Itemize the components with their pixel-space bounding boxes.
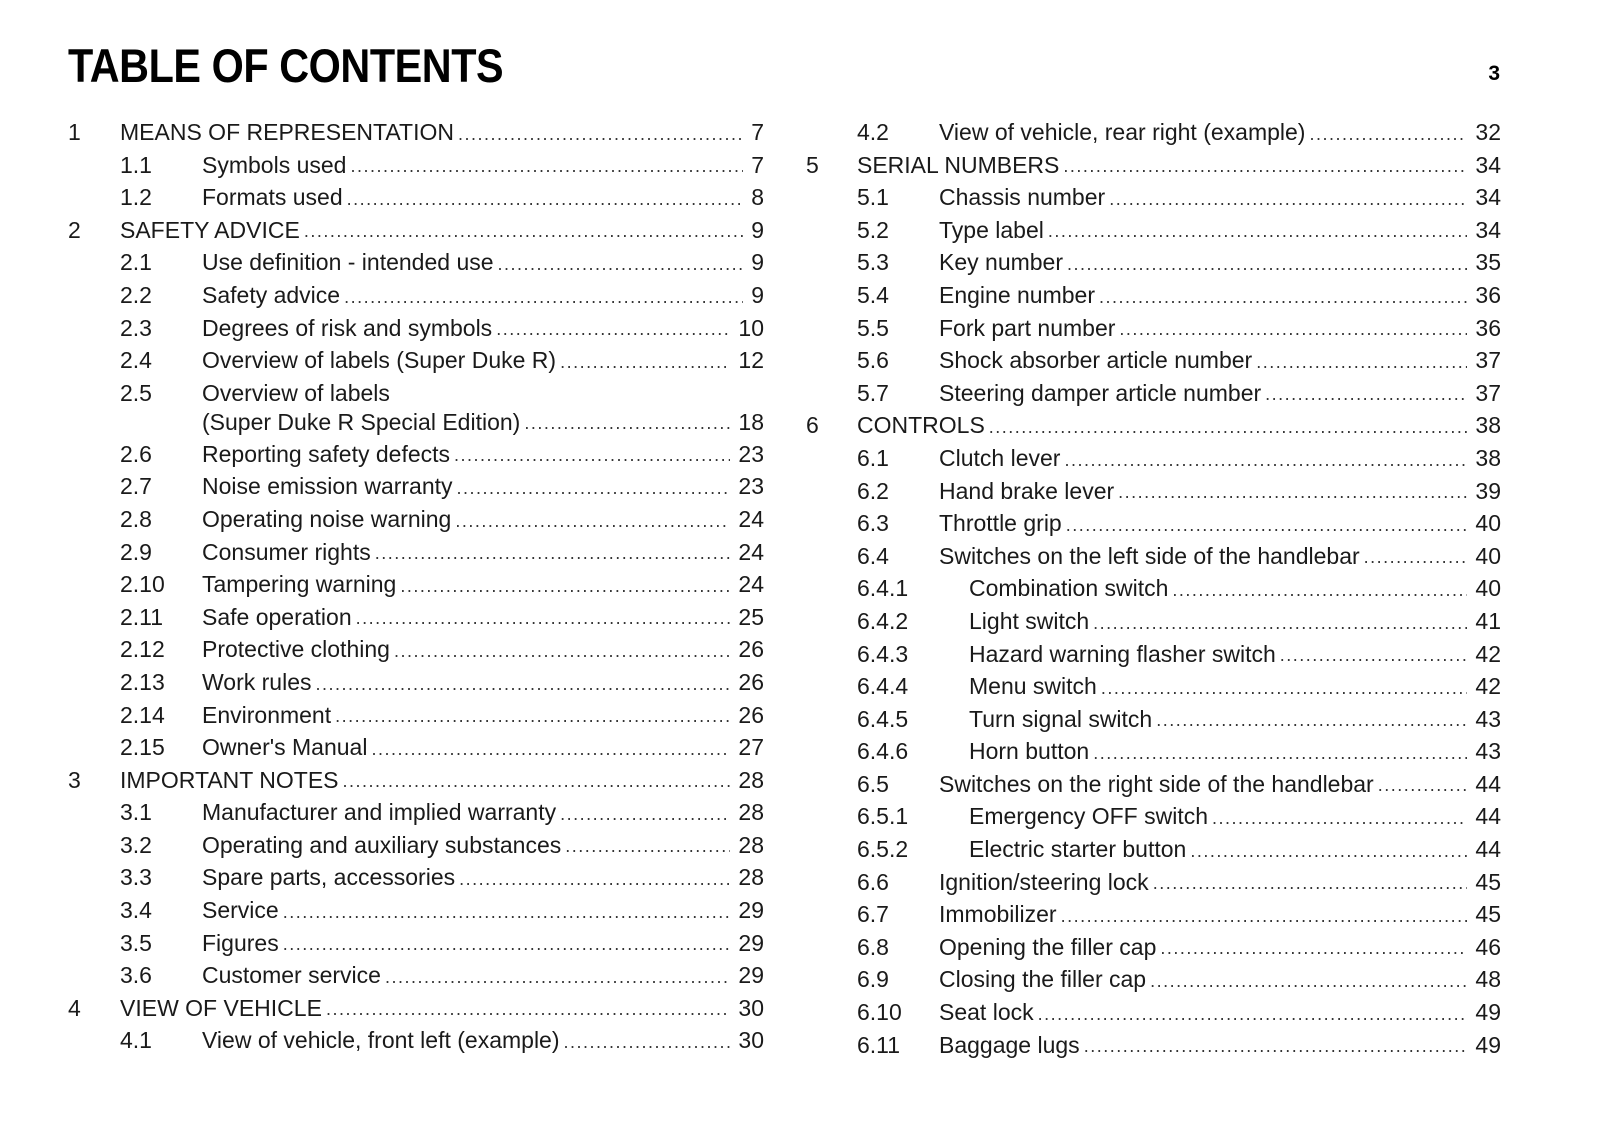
toc-entry[interactable] <box>804 638 1501 671</box>
toc-entry-page: 10 <box>738 314 764 341</box>
dot-leader <box>1190 836 1467 866</box>
toc-entry-number: 3.1 <box>120 799 152 826</box>
toc-entry-number: 6.10 <box>857 999 902 1026</box>
toc-entry-number: 2.14 <box>120 701 165 728</box>
toc-entry-label: Key number <box>939 246 1067 279</box>
dot-leader <box>1364 542 1468 572</box>
dot-leader <box>1118 477 1467 507</box>
toc-entry[interactable] <box>804 442 1501 475</box>
toc-entry[interactable] <box>66 438 764 471</box>
toc-entry-label: Clutch lever <box>939 442 1064 475</box>
dot-leader <box>304 216 743 246</box>
toc-entry[interactable] <box>66 894 764 927</box>
toc-entry-page: 28 <box>738 864 764 891</box>
toc-entry-label: Work rules <box>202 666 316 699</box>
dot-leader <box>560 799 730 829</box>
toc-entry[interactable] <box>66 116 764 149</box>
toc-entry-page: 36 <box>1475 314 1501 341</box>
toc-entry-number: 5.6 <box>857 347 889 374</box>
toc-entry[interactable] <box>804 475 1501 508</box>
toc-entry[interactable] <box>804 768 1501 801</box>
toc-entry-label: Seat lock <box>939 996 1038 1029</box>
toc-entry[interactable] <box>66 181 764 214</box>
toc-entry-page: 30 <box>738 1027 764 1054</box>
dot-leader <box>454 440 730 470</box>
toc-entry-page: 39 <box>1475 477 1501 504</box>
toc-entry-number: 6.4.6 <box>857 738 909 765</box>
toc-entry-page: 38 <box>1475 412 1501 439</box>
toc-entry-label: Operating noise warning <box>202 503 455 536</box>
toc-entry-page: 43 <box>1475 738 1501 765</box>
toc-entry[interactable] <box>66 1024 764 1057</box>
toc-entry-page: 24 <box>738 571 764 598</box>
toc-entry-number: 4 <box>68 994 81 1021</box>
toc-entry[interactable] <box>804 833 1501 866</box>
toc-entry-number: 6.4 <box>857 542 889 569</box>
toc-entry-page: 7 <box>751 119 764 145</box>
toc-entry[interactable] <box>66 214 764 247</box>
toc-entry-label: Type label <box>939 214 1048 247</box>
dot-leader <box>457 473 731 503</box>
toc-entry-number: 6.4.4 <box>857 673 909 700</box>
toc-entry[interactable] <box>804 866 1501 899</box>
dot-leader <box>560 347 730 377</box>
toc-entry-number: 2.15 <box>120 734 165 761</box>
toc-entry-label: Overview of labels (Super Duke R) <box>202 344 560 377</box>
dot-leader <box>989 412 1468 442</box>
toc-entry-number: 3.3 <box>120 864 152 891</box>
toc-entry-number: 2.9 <box>120 538 152 565</box>
dot-leader <box>458 119 743 149</box>
toc-entry[interactable] <box>804 963 1501 996</box>
dot-leader <box>1150 966 1467 996</box>
toc-entry-label: Customer service <box>202 959 385 992</box>
toc-entry-page: 24 <box>738 505 764 532</box>
toc-entry-page: 38 <box>1475 444 1501 471</box>
toc-entry[interactable] <box>66 149 764 182</box>
toc-entry-page: 45 <box>1475 901 1501 928</box>
toc-entry-number: 3.6 <box>120 962 152 989</box>
dot-leader <box>1101 673 1468 703</box>
dot-leader <box>316 669 731 699</box>
dot-leader <box>371 734 730 764</box>
dot-leader <box>375 538 731 568</box>
toc-entry-page: 44 <box>1475 803 1501 830</box>
toc-entry-number: 4.1 <box>120 1027 152 1054</box>
toc-entry-number: 2.4 <box>120 347 152 374</box>
toc-entry-page: 7 <box>751 151 764 178</box>
toc-entry-label: Manufacturer and implied warranty <box>202 796 560 829</box>
toc-entry-label: Fork part number <box>939 312 1119 345</box>
toc-entry-label: View of vehicle, front left (example) <box>202 1024 564 1057</box>
toc-entry-page: 26 <box>738 668 764 695</box>
toc-entry-page: 49 <box>1475 1031 1501 1058</box>
toc-entry-page: 44 <box>1475 770 1501 797</box>
toc-entry[interactable] <box>804 931 1501 964</box>
toc-entry-label: Noise emission warranty <box>202 470 457 503</box>
toc-entry-number: 3.4 <box>120 897 152 924</box>
toc-entry-number: 2.12 <box>120 636 165 663</box>
toc-entry-number: 1 <box>68 119 81 145</box>
toc-entry[interactable] <box>66 992 764 1025</box>
toc-entry-label: Opening the filler cap <box>939 931 1160 964</box>
dot-leader <box>1309 119 1467 149</box>
dot-leader <box>283 929 731 959</box>
toc-entry[interactable] <box>804 605 1501 638</box>
toc-entry-label: VIEW OF VEHICLE <box>120 992 326 1025</box>
dot-leader <box>350 151 743 181</box>
dot-leader <box>1038 999 1468 1029</box>
page-title: TABLE OF CONTENTS <box>68 39 504 92</box>
toc-entry-label: Ignition/steering lock <box>939 866 1153 899</box>
toc-entry-label: Light switch <box>969 605 1093 638</box>
toc-entry[interactable] <box>66 829 764 862</box>
toc-entry-number: 3 <box>68 766 81 793</box>
toc-entry-label: Consumer rights <box>202 536 375 569</box>
dot-leader <box>335 701 730 731</box>
toc-entry-number: 2.3 <box>120 314 152 341</box>
toc-entry-page: 9 <box>751 216 764 243</box>
toc-entry-number: 6.11 <box>857 1031 901 1058</box>
toc-right-column <box>804 116 1501 1061</box>
toc-entry-number: 3.2 <box>120 831 152 858</box>
toc-entry[interactable] <box>66 699 764 732</box>
dot-leader <box>1061 901 1468 931</box>
toc-entry-page: 23 <box>738 473 764 500</box>
toc-entry-label: Use definition - intended use <box>202 246 498 279</box>
toc-entry-page: 48 <box>1475 966 1501 993</box>
toc-entry-page: 45 <box>1475 868 1501 895</box>
toc-entry-page: 49 <box>1475 999 1501 1026</box>
toc-entry-page: 42 <box>1475 640 1501 667</box>
toc-entry-number: 6 <box>806 412 819 439</box>
toc-entry-page: 40 <box>1475 510 1501 537</box>
toc-entry-page: 42 <box>1475 673 1501 700</box>
toc-entry-label: Turn signal switch <box>969 703 1156 736</box>
toc-entry[interactable] <box>66 633 764 666</box>
toc-entry-label: Shock absorber article number <box>939 344 1256 377</box>
toc-entry[interactable] <box>66 470 764 503</box>
dot-leader <box>1063 151 1467 181</box>
dot-leader <box>400 571 730 601</box>
toc-entry[interactable] <box>804 344 1501 377</box>
toc-entry[interactable] <box>804 898 1501 931</box>
toc-entry-number: 3.5 <box>120 929 152 956</box>
toc-entry-number: 5.5 <box>857 314 889 341</box>
dot-leader <box>1084 1031 1468 1061</box>
toc-entry-label-line1: Overview of labels <box>202 379 390 406</box>
dot-leader <box>1156 705 1467 735</box>
toc-entry-label: Combination switch <box>969 572 1172 605</box>
toc-entry[interactable] <box>66 536 764 569</box>
toc-entry-page: 34 <box>1475 184 1501 211</box>
toc-entry-label: Safety advice <box>202 279 344 312</box>
dot-leader <box>283 897 731 927</box>
toc-entry[interactable] <box>804 800 1501 833</box>
dot-leader <box>1378 770 1468 800</box>
toc-entry-number: 6.8 <box>857 933 889 960</box>
toc-entry-label: Safe operation <box>202 601 356 634</box>
dot-leader <box>455 506 730 536</box>
toc-entry-page: 25 <box>738 603 764 630</box>
toc-entry-page: 29 <box>738 897 764 924</box>
toc-entry-label: Baggage lugs <box>939 1029 1084 1062</box>
toc-entry-label: MEANS OF REPRESENTATION <box>120 116 458 149</box>
toc-entry-page: 24 <box>738 538 764 565</box>
toc-entry-page: 30 <box>738 994 764 1021</box>
toc-entry-number: 2.10 <box>120 571 165 598</box>
toc-entry-number: 6.4.3 <box>857 640 909 667</box>
toc-entry-page: 28 <box>738 766 764 793</box>
toc-entry-number: 6.5 <box>857 770 889 797</box>
toc-entry-number: 2.7 <box>120 473 152 500</box>
toc-entry-number: 6.9 <box>857 966 889 993</box>
page-number: 3 <box>1488 62 1500 85</box>
toc-entry[interactable] <box>804 735 1501 768</box>
toc-entry-page: 27 <box>738 734 764 761</box>
dot-leader <box>498 249 744 279</box>
toc-entry[interactable] <box>804 572 1501 605</box>
dot-leader <box>1064 445 1467 475</box>
toc-entry[interactable] <box>804 149 1501 182</box>
dot-leader <box>385 962 730 992</box>
toc-entry-label: Owner's Manual <box>202 731 371 764</box>
toc-entry-page: 35 <box>1475 249 1501 276</box>
toc-entry-number: 6.4.1 <box>857 575 909 602</box>
toc-entry-number: 2.8 <box>120 505 152 532</box>
toc-entry-label: Steering damper article number <box>939 377 1265 410</box>
toc-entry[interactable] <box>66 764 764 797</box>
toc-entry-number: 5 <box>806 151 819 178</box>
toc-entry-label: Chassis number <box>939 181 1109 214</box>
toc-entry-number: 6.4.2 <box>857 607 909 634</box>
toc-entry-number: 5.4 <box>857 281 889 308</box>
dot-leader <box>1212 803 1467 833</box>
toc-entry-label: Switches on the right side of the handlebar <box>939 768 1378 801</box>
toc-entry-number: 5.3 <box>857 249 889 276</box>
toc-entry-number: 4.2 <box>857 119 889 145</box>
dot-leader <box>1099 282 1467 312</box>
toc-entry[interactable] <box>804 181 1501 214</box>
toc-entry-label: SAFETY ADVICE <box>120 214 304 247</box>
toc-entry-number: 5.1 <box>857 184 889 211</box>
toc-entry-page: 18 <box>738 408 764 435</box>
toc-entry[interactable] <box>804 507 1501 540</box>
toc-entry-label: Operating and auxiliary substances <box>202 829 565 862</box>
toc-entry-label: Immobilizer <box>939 898 1061 931</box>
dot-leader <box>1093 738 1467 768</box>
toc-entry-page: 34 <box>1475 151 1501 178</box>
toc-entry-label: Hazard warning flasher switch <box>969 638 1280 671</box>
toc-entry[interactable] <box>66 279 764 312</box>
toc-entry-page: 40 <box>1475 575 1501 602</box>
dot-leader <box>326 994 730 1024</box>
toc-entry-number: 6.3 <box>857 510 889 537</box>
toc-entry-label: Protective clothing <box>202 633 394 666</box>
toc-entry-number: 6.5.2 <box>857 836 909 863</box>
toc-entry-page: 26 <box>738 701 764 728</box>
toc-entry[interactable] <box>66 246 764 279</box>
toc-entry[interactable] <box>66 666 764 699</box>
toc-entry-number: 2.5 <box>120 379 152 406</box>
toc-entry-label: Hand brake lever <box>939 475 1118 508</box>
toc-entry-page: 36 <box>1475 281 1501 308</box>
toc-entry-page: 9 <box>751 281 764 308</box>
toc-entry[interactable] <box>804 312 1501 345</box>
toc-entry-label: Emergency OFF switch <box>969 800 1212 833</box>
toc-entry-page: 28 <box>738 831 764 858</box>
toc-entry-label: Throttle grip <box>939 507 1066 540</box>
toc-entry-number: 2.13 <box>120 668 165 695</box>
toc-entry-label: Symbols used <box>202 149 350 182</box>
dot-leader <box>1048 216 1468 246</box>
toc-entry[interactable] <box>66 796 764 829</box>
toc-entry-label: (Super Duke R Special Edition) <box>202 406 524 439</box>
toc-entry-number: 2.2 <box>120 281 152 308</box>
toc-entry-number: 2.1 <box>120 249 152 276</box>
toc-entry-page: 34 <box>1475 216 1501 243</box>
toc-entry[interactable] <box>66 861 764 894</box>
dot-leader <box>564 1027 731 1057</box>
toc-entry[interactable] <box>804 996 1501 1029</box>
toc-entry-label: SERIAL NUMBERS <box>857 149 1063 182</box>
toc-entry[interactable] <box>66 568 764 601</box>
toc-entry-label: Spare parts, accessories <box>202 861 459 894</box>
dot-leader <box>1093 608 1467 638</box>
toc-entry[interactable] <box>804 214 1501 247</box>
toc-entry-number: 5.7 <box>857 379 889 406</box>
toc-entry-number: 6.1 <box>857 444 889 471</box>
toc-entry[interactable] <box>66 959 764 992</box>
toc-entry[interactable] <box>804 409 1501 442</box>
toc-entry[interactable] <box>66 731 764 764</box>
dot-leader <box>1265 379 1467 409</box>
dot-leader <box>343 766 731 796</box>
toc-entry-number: 6.6 <box>857 868 889 895</box>
toc-left-column <box>66 116 764 1057</box>
dot-leader <box>1256 347 1467 377</box>
toc-entry[interactable] <box>804 246 1501 279</box>
toc-entry-label: Electric starter button <box>969 833 1190 866</box>
toc-entry[interactable] <box>804 540 1501 573</box>
toc-entry-page: 37 <box>1475 379 1501 406</box>
toc-entry-page: 46 <box>1475 933 1501 960</box>
dot-leader <box>524 408 730 438</box>
toc-entry-label: IMPORTANT NOTES <box>120 764 343 797</box>
toc-entry[interactable] <box>804 703 1501 736</box>
toc-entry[interactable] <box>66 601 764 634</box>
dot-leader <box>1153 868 1468 898</box>
dot-leader <box>394 636 730 666</box>
toc-entry-page: 29 <box>738 962 764 989</box>
toc-entry-label: CONTROLS <box>857 409 989 442</box>
dot-leader <box>344 282 743 312</box>
toc-entry-page: 29 <box>738 929 764 956</box>
toc-entry-page: 23 <box>738 440 764 467</box>
toc-entry-number: 1.2 <box>120 184 152 211</box>
toc-entry-label: Figures <box>202 927 283 960</box>
toc-entry[interactable] <box>804 670 1501 703</box>
toc-entry-page: 41 <box>1475 607 1501 634</box>
toc-entry[interactable] <box>804 1029 1501 1062</box>
toc-entry[interactable] <box>66 312 764 345</box>
toc-entry-page: 40 <box>1475 542 1501 569</box>
dot-leader <box>1066 510 1468 540</box>
toc-entry-number: 6.2 <box>857 477 889 504</box>
dot-leader <box>1280 640 1468 670</box>
toc-entry-page: 8 <box>751 184 764 211</box>
toc-entry-label: Reporting safety defects <box>202 438 454 471</box>
dot-leader <box>1067 249 1467 279</box>
toc-entry[interactable] <box>66 927 764 960</box>
toc-entry-number: 2.11 <box>120 603 164 630</box>
toc-entry[interactable] <box>66 344 764 377</box>
toc-entry-number: 6.5.1 <box>857 803 909 830</box>
toc-entry-label: Horn button <box>969 735 1093 768</box>
toc-entry[interactable] <box>804 377 1501 410</box>
toc-entry-label: View of vehicle, rear right (example) <box>939 116 1309 149</box>
toc-entry-label: Switches on the left side of the handlebar <box>939 540 1364 573</box>
toc-entry-number: 5.2 <box>857 216 889 243</box>
toc-entry[interactable] <box>66 377 764 438</box>
toc-entry-page: 12 <box>738 347 764 374</box>
dot-leader <box>347 184 744 214</box>
toc-entry-number: 6.7 <box>857 901 889 928</box>
toc-entry[interactable] <box>804 116 1501 149</box>
dot-leader <box>356 603 731 633</box>
dot-leader <box>459 864 730 894</box>
toc-entry-page: 43 <box>1475 705 1501 732</box>
toc-entry-number: 1.1 <box>120 151 152 178</box>
dot-leader <box>1109 184 1467 214</box>
dot-leader <box>496 314 730 344</box>
dot-leader <box>1119 314 1467 344</box>
dot-leader <box>1172 575 1467 605</box>
dot-leader <box>1160 933 1467 963</box>
toc-entry-page: 32 <box>1475 119 1501 145</box>
toc-entry-label: Engine number <box>939 279 1099 312</box>
toc-entry[interactable] <box>66 503 764 536</box>
toc-entry-label: Tampering warning <box>202 568 400 601</box>
toc-entry-label: Menu switch <box>969 670 1101 703</box>
toc-entry-page: 9 <box>751 249 764 276</box>
toc-entry-page: 28 <box>738 799 764 826</box>
toc-entry-label: Service <box>202 894 283 927</box>
dot-leader <box>565 831 730 861</box>
toc-entry-page: 26 <box>738 636 764 663</box>
toc-entry-label: Formats used <box>202 181 347 214</box>
toc-entry-label: Closing the filler cap <box>939 963 1150 996</box>
toc-entry-label: Degrees of risk and symbols <box>202 312 496 345</box>
toc-entry[interactable] <box>804 279 1501 312</box>
toc-entry-number: 2.6 <box>120 440 152 467</box>
toc-entry-page: 37 <box>1475 347 1501 374</box>
toc-entry-number: 2 <box>68 216 81 243</box>
toc-entry-page: 44 <box>1475 836 1501 863</box>
toc-entry-number: 6.4.5 <box>857 705 909 732</box>
toc-entry-label: Environment <box>202 699 335 732</box>
